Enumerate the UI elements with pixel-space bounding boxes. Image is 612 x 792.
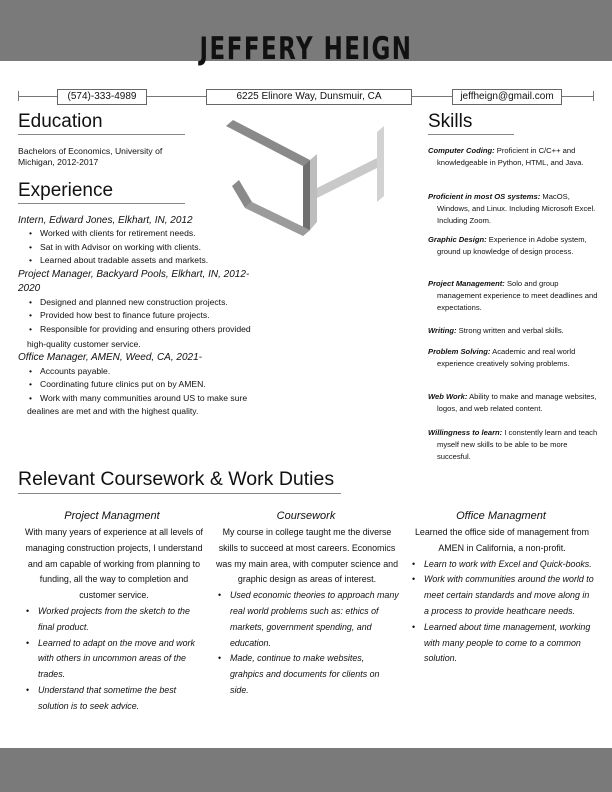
skill-description: Academic and real world experience creatively solving problems. xyxy=(437,347,576,368)
job-bullet: • Sat in with Advisor on working with clients. xyxy=(18,241,278,255)
experience-heading: Experience xyxy=(18,180,114,201)
skill-item xyxy=(428,145,602,169)
job-bullet-continuation: high-quality customer service. xyxy=(27,338,141,349)
line-tick-left xyxy=(18,91,19,101)
footer-bar xyxy=(0,748,612,792)
skill-item xyxy=(428,391,602,415)
job-title: Office Manager, AMEN, Weed, CA, 2021- xyxy=(18,351,202,363)
column-bullet: • Work with communities around the world to meet certain standards and move along in a process to provide heathcare needs. xyxy=(408,572,596,619)
skill-label: Problem Solving: xyxy=(428,347,491,356)
skill-description: Experience in Adobe system, ground up knowledge of design process. xyxy=(437,235,587,256)
job-bullet: • Learned about tradable assets and markets. xyxy=(18,254,278,268)
column-bullet: • Worked projects from the sketch to the final product. xyxy=(22,604,206,636)
email-address: jeffheign@gmail.com xyxy=(452,89,562,105)
coursework-heading: Relevant Coursework & Work Duties xyxy=(18,468,335,490)
coursework-column-course xyxy=(214,525,400,699)
experience-list xyxy=(18,214,278,419)
job-bullet: • Work with many communities around US to make sure xyxy=(18,392,278,406)
column-intro: With many years of experience at all levels of managing construction projects, I understand and am capable of working from planning to funding, all the way to completion and customer service. xyxy=(24,527,204,601)
column-bullet: • Made, continue to make websites, grahpics and documents for clients on side. xyxy=(214,651,400,698)
logo-h-right-stem xyxy=(377,126,384,202)
column-bullet: • Learned about time management, working with many people to come to a common solution. xyxy=(408,620,596,667)
experience-rule xyxy=(18,203,185,204)
column-heading-office-managment: Office Managment xyxy=(456,510,546,522)
skills-rule xyxy=(428,134,514,135)
column-bullet: • Learned to adapt on the move and work with others in uncommon areas of the trades. xyxy=(22,636,206,683)
logo-h-left-stem xyxy=(310,154,317,230)
education-details xyxy=(18,146,208,168)
skill-description: Strong written and verbal skills. xyxy=(458,326,564,335)
skill-item xyxy=(428,346,602,370)
skill-description: MacOS, Windows, and Linux. Including Microsoft Excel. Including Zoom. xyxy=(437,192,596,225)
job-bullet: • Responsible for providing and ensuring others provided xyxy=(18,323,278,337)
skill-item xyxy=(428,191,602,226)
column-heading-project-managment: Project Managment xyxy=(64,510,160,522)
coursework-column-office xyxy=(408,525,596,667)
logo-j-top-stroke xyxy=(226,120,310,166)
column-intro: Learned the office side of management from AMEN in California, a non-profit. xyxy=(415,527,589,553)
skill-description: Proficient in C/C++ and knowledgeable in Python, HTML, and Java. xyxy=(437,146,584,167)
skill-label: Graphic Design: xyxy=(428,235,487,244)
education-rule xyxy=(18,134,185,135)
column-heading-coursework: Coursework xyxy=(276,510,336,522)
skill-item xyxy=(428,325,602,337)
job-title-continued: 2020 xyxy=(18,282,41,294)
applicant-name: JEFFERY HEIGN xyxy=(199,31,413,67)
education-heading: Education xyxy=(18,111,103,132)
column-bullet: • Learn to work with Excel and Quick-books. xyxy=(408,557,596,573)
address: 6225 Elinore Way, Dunsmuir, CA xyxy=(206,89,412,105)
skill-label: Computer Coding: xyxy=(428,146,495,155)
skill-description: Solo and group management experience to meet deadlines and expectations. xyxy=(437,279,598,312)
skill-description: I constently learn and teach myself new skills to be able to be more succesful. xyxy=(437,428,598,461)
job-bullet: • Worked with clients for retirement needs. xyxy=(18,227,278,241)
skill-description: Ability to make and manage websites, logos, and web related content. xyxy=(437,392,597,413)
job-bullet-continuation: dealines are met and with the highest quality. xyxy=(27,406,199,417)
skill-label: Writing: xyxy=(428,326,457,335)
skill-label: Proficient in most OS systems: xyxy=(428,192,541,201)
job-bullet: • Coordinating future clinics put on by AMEN. xyxy=(18,378,278,392)
skill-label: Project Management: xyxy=(428,279,505,288)
column-intro: My course in college taught me the diverse skills to succeed at most careers. Economics was my main area, with computer science and graphic design as areas of interest. xyxy=(215,527,398,585)
skill-item xyxy=(428,427,602,462)
education-line: Michigan, 2012-2017 xyxy=(18,157,99,167)
logo-letters: JH xyxy=(222,112,224,113)
job-bullet: • Provided how best to finance future projects. xyxy=(18,309,278,323)
line-tick-right xyxy=(593,91,594,101)
phone-number: (574)-333-4989 xyxy=(57,89,147,105)
column-bullet: • Used economic theories to approach many real world problems such as: ethics of markets, government spending, and education. xyxy=(214,588,400,651)
skill-label: Willingness to learn: xyxy=(428,428,503,437)
job-bullet: • Accounts payable. xyxy=(18,365,278,379)
skills-heading: Skills xyxy=(428,111,473,132)
job-bullet: • Designed and planned new construction projects. xyxy=(18,296,278,310)
skill-label: Web Work: xyxy=(428,392,468,401)
logo-j-stem xyxy=(303,160,310,236)
skill-item xyxy=(428,278,602,313)
coursework-column-project xyxy=(22,525,206,715)
coursework-rule xyxy=(18,493,341,494)
job-title: Project Manager, Backyard Pools, Elkhart, IN, 2012- xyxy=(18,268,250,280)
education-line: Bachelors of Economics, University of xyxy=(18,146,163,156)
logo-h-crossbar xyxy=(317,158,377,198)
logo-j-tail xyxy=(232,180,252,208)
job-title: Intern, Edward Jones, Elkhart, IN, 2012 xyxy=(18,215,193,226)
skill-item xyxy=(428,234,602,258)
column-bullet: • Understand that sometime the best solution is to seek advice. xyxy=(22,683,206,715)
